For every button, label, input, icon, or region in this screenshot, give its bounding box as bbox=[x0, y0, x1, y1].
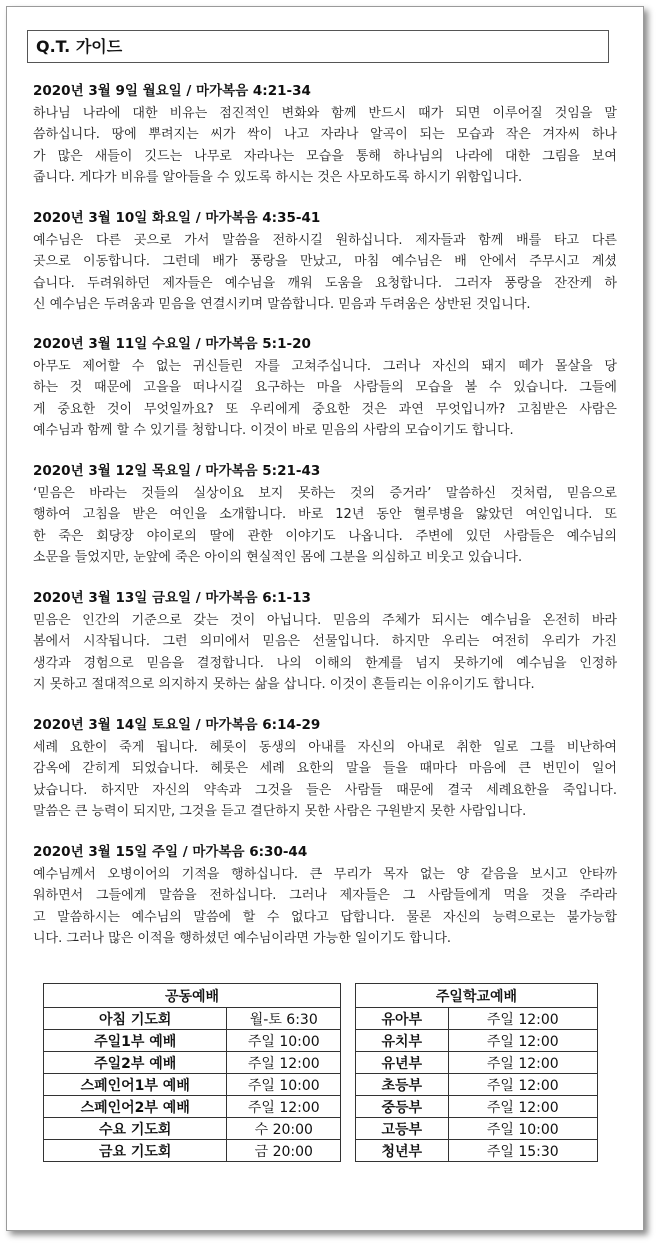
department-name: 유아부 bbox=[355, 1008, 448, 1030]
entry-text-line: 니다. 그러나 많은 이적을 행하셨던 예수님이라면 가능한 일이기도 합니다. bbox=[33, 931, 452, 947]
service-name: 수요 기도회 bbox=[44, 1118, 227, 1140]
entry-heading: 2020년 3월 15일 주일 / 마가복음 6:30-44 bbox=[33, 844, 308, 860]
entry-text-line: 봄에서 시작됩니다. 그런 의미에서 믿음은 선물입니다. 하지만 우리는 여전히 우리가 가진 bbox=[33, 634, 617, 650]
entry-heading: 2020년 3월 10일 화요일 / 마가복음 4:35-41 bbox=[33, 210, 321, 226]
entry-text-line: 한 죽은 회당장 야이로의 딸에 관한 이야기도 나옵니다. 주변에 있던 사람들은 예수님의 bbox=[33, 528, 617, 544]
schedule-row bbox=[44, 1052, 598, 1074]
department-time: 주일 15:30 bbox=[448, 1140, 597, 1162]
service-name: 주일2부 예배 bbox=[44, 1052, 227, 1074]
department-time: 주일 12:00 bbox=[448, 1030, 597, 1052]
entry-text-line: 행하여 고침을 받은 여인을 소개합니다. 바로 12년 동안 혈루병을 앓았던 여인입니다. 또 bbox=[33, 507, 617, 523]
entry-text-line: 아무도 제어할 수 없는 귀신들린 자를 고쳐주십니다. 그러나 자신의 돼지 떼가 몰살을 당 bbox=[33, 359, 617, 374]
service-name: 스페인어2부 예배 bbox=[44, 1096, 227, 1118]
department-name: 중등부 bbox=[355, 1096, 448, 1118]
entry-text-line: 예수님께서 오병이어의 기적을 행하십니다. 큰 무리가 목자 없는 양 같음을 보시고 안타까 bbox=[33, 867, 617, 882]
entry-text-line: 예수님과 함께 할 수 있기를 청합니다. 이것이 바로 믿음의 사람의 모습이기도 합니다. bbox=[33, 423, 514, 439]
qt-entry bbox=[33, 716, 617, 823]
entry-heading: 2020년 3월 14일 토요일 / 마가복음 6:14-29 bbox=[33, 717, 321, 733]
column-gap bbox=[341, 1030, 356, 1052]
department-name: 초등부 bbox=[355, 1074, 448, 1096]
service-time: 주일 10:00 bbox=[227, 1074, 341, 1096]
schedule-row bbox=[44, 1118, 598, 1140]
column-gap bbox=[341, 1140, 356, 1162]
entry-text-line: 났습니다. 하지만 자신의 약속과 그것을 들은 사람들 때문에 결국 세례요한을 죽입니다. bbox=[33, 782, 617, 798]
entry-text-line: 신 예수님은 두려움과 믿음을 연결시키며 말씀합니다. 믿음과 두려움은 상반된 것입니다. bbox=[33, 297, 531, 313]
department-time: 주일 12:00 bbox=[448, 1074, 597, 1096]
entry-heading: 2020년 3월 11일 수요일 / 마가복음 5:1-20 bbox=[33, 336, 311, 352]
service-time: 주일 12:00 bbox=[227, 1096, 341, 1118]
service-time: 월-토 6:30 bbox=[227, 1008, 341, 1030]
qt-entry bbox=[33, 462, 617, 569]
schedule-row bbox=[44, 1074, 598, 1096]
column-gap bbox=[341, 1008, 356, 1030]
entry-heading: 2020년 3월 13일 금요일 / 마가복음 6:1-13 bbox=[33, 590, 311, 606]
entry-heading: 2020년 3월 12일 목요일 / 마가복음 5:21-43 bbox=[33, 463, 321, 479]
service-time: 주일 12:00 bbox=[227, 1052, 341, 1074]
entry-text-line: ‘믿음은 바라는 것들의 실상이요 보지 못하는 것의 증거라’ 말씀하신 것처럼, 믿음으로 bbox=[33, 486, 617, 501]
entry-text-line: 소문을 들었지만, 눈앞에 죽은 아이의 현실적인 몸에 그분을 의심하고 비웃고 있습니다. bbox=[33, 550, 523, 566]
sunday-school-header: 주일학교예배 bbox=[355, 984, 597, 1008]
qt-entry bbox=[33, 843, 617, 950]
department-time: 주일 12:00 bbox=[448, 1052, 597, 1074]
department-time: 주일 12:00 bbox=[448, 1096, 597, 1118]
service-time: 수 20:00 bbox=[227, 1118, 341, 1140]
entry-text-line: 말씀은 큰 능력이 되지만, 그것을 듣고 결단하지 못한 사람은 구원받지 못한 사람입니다. bbox=[33, 804, 527, 820]
schedule-row bbox=[44, 1140, 598, 1162]
entry-text-line: 세례 요한이 죽게 됩니다. 헤롯이 동생의 아내를 자신의 아내로 취한 일로 그를 비난하여 bbox=[33, 740, 617, 755]
entry-text-line: 워하면서 그들에게 말씀을 전하십니다. 그러나 제자들은 그 사람들에게 먹을 것을 주라라 bbox=[33, 888, 617, 904]
department-name: 유년부 bbox=[355, 1052, 448, 1074]
schedule-header-row bbox=[44, 984, 598, 1008]
qt-entry bbox=[33, 589, 617, 696]
entry-text-line: 생각과 경험으로 믿음을 결정합니다. 나의 이해의 한계를 넘지 못하기에 예수님을 인정하 bbox=[33, 655, 617, 671]
entry-text-line: 하나님 나라에 대한 비유는 점진적인 변화와 함께 반드시 때가 되면 이루어질 것임을 말 bbox=[33, 106, 617, 121]
department-time: 주일 10:00 bbox=[448, 1118, 597, 1140]
entry-text-line: 고 말씀하시는 예수님의 말씀에 할 수 없다고 답합니다. 물론 자신의 능력으로는 불가능합 bbox=[33, 909, 617, 925]
department-time: 주일 12:00 bbox=[448, 1008, 597, 1030]
column-gap bbox=[341, 1118, 356, 1140]
department-name: 유치부 bbox=[355, 1030, 448, 1052]
column-gap bbox=[341, 1052, 356, 1074]
entry-heading: 2020년 3월 9일 월요일 / 마가복음 4:21-34 bbox=[33, 83, 311, 99]
entry-text-line: 가 많은 새들이 깃드는 나무로 자라나는 모습을 통해 하나님의 나라에 대한 그림을 보여 bbox=[33, 148, 617, 164]
entry-text-line: 예수님은 다른 곳으로 가서 말씀을 전하시길 원하십니다. 제자들과 함께 배를 타고 다른 bbox=[33, 233, 617, 248]
entry-text-line: 지 못하고 절대적으로 의지하지 못하는 삶을 삽니다. 이것이 흔들리는 이유이기도 합니다. bbox=[33, 677, 535, 693]
service-time: 금 20:00 bbox=[227, 1140, 341, 1162]
service-name: 스페인어1부 예배 bbox=[44, 1074, 227, 1096]
entry-text-line: 씀하십니다. 땅에 뿌려지는 씨가 싹이 나고 자라나 알곡이 되는 모습과 작은 겨자씨 하나 bbox=[33, 127, 617, 143]
schedule-row bbox=[44, 1008, 598, 1030]
qt-entry bbox=[33, 335, 617, 442]
worship-schedule-table bbox=[43, 983, 598, 1162]
column-gap bbox=[341, 984, 356, 1008]
entry-text-line: 게 중요한 것이 무엇일까요? 또 우리에게 중요한 것은 과연 무엇입니까? 고침받은 사람은 bbox=[33, 401, 617, 417]
entry-text-line: 줍니다. 게다가 비유를 알아들을 수 있도록 하시는 것은 사모하도록 하시기 위함입니다. bbox=[33, 170, 523, 186]
joint-worship-header: 공동예배 bbox=[44, 984, 341, 1008]
entry-text-line: 감옥에 갇히게 되었습니다. 헤롯은 세례 요한의 말을 들을 때마다 마음에 큰 번민이 일어 bbox=[33, 761, 617, 777]
schedule-row bbox=[44, 1030, 598, 1052]
department-name: 고등부 bbox=[355, 1118, 448, 1140]
entry-text-line: 믿음은 인간의 기준으로 갖는 것이 아닙니다. 믿음의 주체가 되시는 예수님을 온전히 바라 bbox=[33, 613, 617, 628]
service-time: 주일 10:00 bbox=[227, 1030, 341, 1052]
service-name: 아침 기도회 bbox=[44, 1008, 227, 1030]
qt-entry bbox=[33, 82, 617, 189]
entry-text-line: 하는 것 때문에 고을을 떠나시길 요구하는 마을 사람들의 모습을 볼 수 있습니다. 그들에 bbox=[33, 380, 617, 396]
entry-text-line: 습니다. 두려워하던 제자들은 예수님을 깨워 도움을 요청합니다. 그러자 풍랑을 잔잔케 하 bbox=[33, 275, 617, 291]
page-title: Q.T. 가이드 bbox=[27, 30, 609, 63]
column-gap bbox=[341, 1096, 356, 1118]
column-gap bbox=[341, 1074, 356, 1096]
department-name: 청년부 bbox=[355, 1140, 448, 1162]
entry-text-line: 곳으로 이동합니다. 그런데 배가 풍랑을 만났고, 마침 예수님은 배 안에서 주무시고 계셨 bbox=[33, 254, 617, 270]
service-name: 주일1부 예배 bbox=[44, 1030, 227, 1052]
qt-entry bbox=[33, 209, 617, 316]
schedule-row bbox=[44, 1096, 598, 1118]
service-name: 금요 기도회 bbox=[44, 1140, 227, 1162]
